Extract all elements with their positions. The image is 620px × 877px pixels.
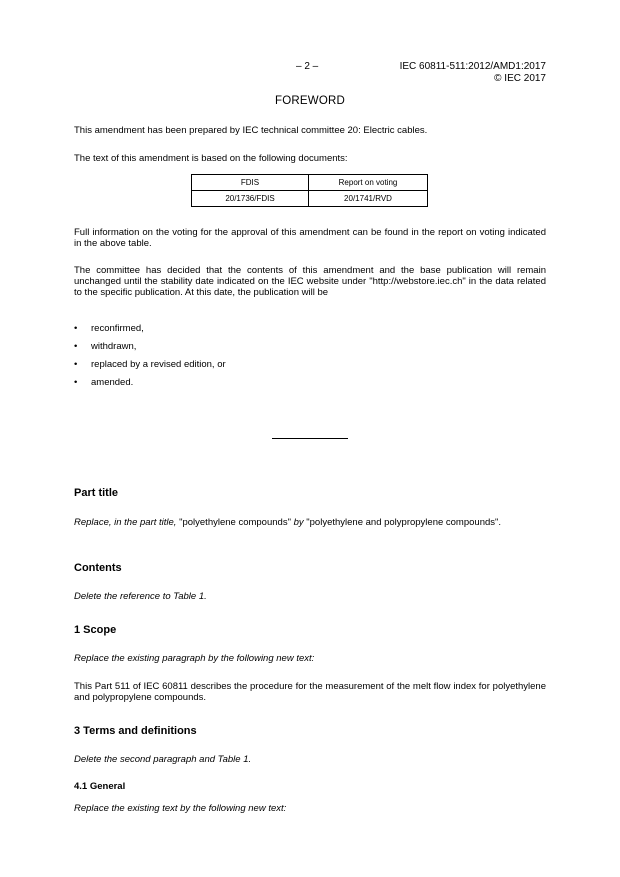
scope-instruction: Replace the existing paragraph by the following new text: [74, 653, 315, 664]
scope-text: This Part 511 of IEC 60811 describes the procedure for the measurement of the melt flow index for polyethylene and polypropylene compounds. [74, 681, 546, 703]
publication-options-list [74, 320, 226, 392]
heading-contents: Contents [74, 562, 122, 574]
table-header-cell: Report on voting [309, 175, 428, 191]
document-reference [400, 61, 546, 85]
list-item: • withdrawn, [74, 338, 226, 356]
heading-terms-and-definitions: 3 Terms and definitions [74, 725, 197, 737]
table-header-cell: FDIS [192, 175, 309, 191]
heading-part-title: Part title [74, 487, 119, 499]
page-number: – 2 – [296, 61, 319, 72]
general-instruction: Replace the existing text by the following new text: [74, 803, 287, 814]
heading-scope: 1 Scope [74, 624, 117, 636]
bullet-icon: • [74, 341, 78, 352]
list-item: • replaced by a revised edition, or [74, 356, 226, 374]
table-cell: 20/1741/RVD [309, 191, 428, 207]
contents-instruction: Delete the reference to Table 1. [74, 591, 207, 602]
copyright: © IEC 2017 [494, 73, 546, 84]
part-title-instruction: Replace, in the part title, "polyethylene compounds" by "polyethylene and polypropylene compounds". [74, 517, 502, 528]
foreword-paragraph-3: Full information on the voting for the approval of this amendment can be found in the report on voting indicated in the above table. [74, 227, 546, 249]
section-divider [272, 438, 348, 439]
foreword-title: FOREWORD [275, 95, 345, 107]
doc-ref: IEC 60811-511:2012/AMD1:2017 [399, 61, 546, 72]
table-header-row [192, 175, 428, 191]
heading-general: 4.1 General [74, 781, 126, 792]
voting-documents-table [191, 174, 428, 207]
foreword-paragraph-1: This amendment has been prepared by IEC technical committee 20: Electric cables. [74, 125, 428, 136]
table-cell: 20/1736/FDIS [192, 191, 309, 207]
table-row [192, 191, 428, 207]
list-item: • amended. [74, 374, 226, 392]
terms-instruction: Delete the second paragraph and Table 1. [74, 754, 252, 765]
list-item: • reconfirmed, [74, 320, 226, 338]
bullet-icon: • [74, 377, 78, 388]
foreword-paragraph-4: The committee has decided that the contents of this amendment and the base publication will remain unchanged until the stability date indicated on the IEC website under "http://webstore.iec.ch" in the data related to the specific publication. At this date, the publication will be [74, 265, 546, 298]
foreword-paragraph-2: The text of this amendment is based on the following documents: [74, 153, 348, 164]
bullet-icon: • [74, 359, 78, 370]
bullet-icon: • [74, 323, 78, 334]
